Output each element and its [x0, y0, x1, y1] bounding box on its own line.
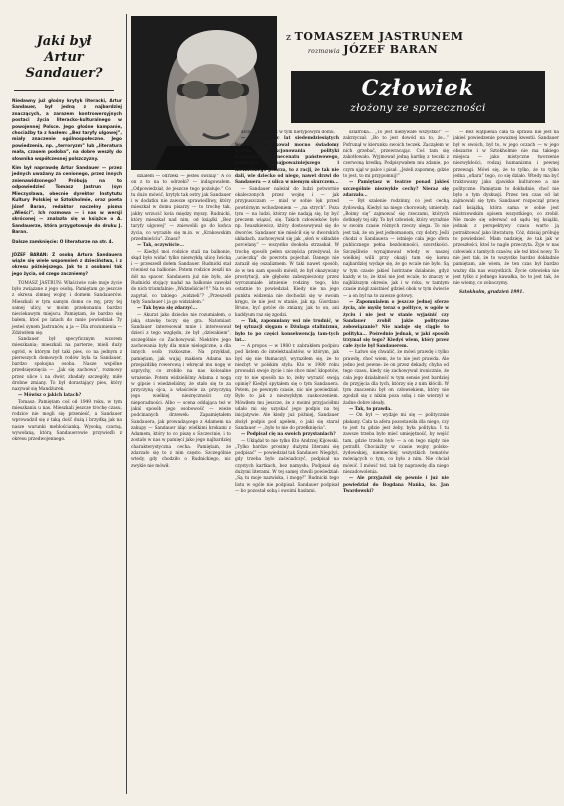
author-prefix: z	[286, 32, 292, 43]
headline-banner	[291, 71, 545, 123]
sidebar-title	[14, 34, 114, 91]
column-3	[343, 130, 449, 794]
column-4-p0: — Bez wątpienia cała ta sprawa nie jest na jakieś powiedzenie poważnej kwestii. Sandauer był w swoich, był to, w jego oczach — w jego obszarze i w Sztokholmie nie ma takiego miejsca — jako mistyczne tworzenie niezwykłości, rodzaj humanizmu i pewnej przewagi. Mówi się, że to tylko, że to tylko jedna „ofiara” tego, co się działo. Wtedy ma być traktowany jako zjawisko kulturowe a nie polityczne. Pamiętam to dokładnie, choć nie było o tym dyskusji. Przez ten czas od lat zajmowali się tym: Sandauer rozpoczął pracę nad książką, która sama w sobie jest mistrzowskim opisem wszystkiego, co zrobił. Nie może się oderwać od sądu tej książki, jednak z perspektywy czasu warto ją potraktować jako literaturę. Cóż, dzisiaj próbuję to powiedzieć. Mam nadzieję, że tak jak w przeszłości, ktoś to nagle przeczyta. Żyje w nas człowiek z tamtych czasów, ale też ktoś nowy. To nie jest tak, że to wszystko bardzo dokładnie pamiętam, ale wiem, że ten czas był bardzo ważny dla nas wszystkich. Życie człowieka nie jest tylko z jednego kawałka, bo to jest tak, że nie wiemy, co zobaczymy.	[453, 130, 559, 287]
column-2-question-3: — Podpisał cię na swoich przystaniach?	[241, 432, 336, 438]
sidebar-body	[12, 281, 122, 444]
column-3-question-4: — Ale przyjaźnił się pewnie i już nie powiedział do Bogdana Mańka, ks. Jan Twardowski?	[343, 476, 449, 494]
column-3-question-1: — Pamiętasz w teatrze ponad jakieś szczególnie niezwykłe cechy? Nieraz się zdarzało...	[343, 180, 449, 198]
column-2-question-2: — Tak, zapomniany wsi nie trudnić, w tej sytuacji sięgam o Dżulaga stalinizmu, było to po części konsekwencją tam-tych lat...	[235, 318, 339, 343]
column-3-p2: — Łatwo się chwalić, że mówi prawdę i tylko prawdę, choć wiem, że to nie jest prawda. Ale jedno jest pewne: że on przez dekady, chyba od tego czasu, kiedy się zachowywał ironicznie, że cała jego działalność w tym sensie jest bardziej do przyjęcia dla tych, którzy się z nim kłócili. W tym znaczeniu był on człowiekiem, który nie zgodził się z nikim poza sobą i nie wierzył w żadne dobre ideały.	[343, 350, 449, 406]
column-1-question-2: — Tak bywa się zdarzyć...	[137, 306, 198, 312]
sidebar-intro-p2: Kim był naprawdę Artur Sandauer — przez jednych uważany za cenionego, przez innych znienawidzonego? Próbują na to odpowiedzieć Tomasz Jastrun (syn Mieczysława, obecnie dyrektor Instytutu Kultury Polskiej w Sztokholmie, oraz poeta Józef Baran, redaktor naczelny pisma „Wieści”. Ich rozmowa — i nas w wersji skróconej — znalazła się w książce o A. Sandauerze, która przygotowuje do druku J. Baran.	[12, 166, 122, 236]
author1: TOMASZEM JASTRUNEM	[294, 30, 464, 43]
sidebar-title-line1: Jaki był	[36, 34, 92, 49]
sidebar-intro	[12, 99, 122, 246]
column-1-p2: — Kiedyś moi rodzice stali na balkonie, skąd było widać tylko niezwykłą ulicę Iwicką i — przeszedł dołem Sandauer. Rudnicki stał również na balkonie. Potem rodzice zeszli na dół na spacer. Sandauera już nie było, ale Rudnicki stojący nadal na balkonie zawołał do nich triumfalnie: „Widzieliście!!!” Na to on zapytał, co takiego „widzieli”? „Przeszedł tędy Sandauer i ja go widziałem.”	[131, 249, 231, 305]
column-2-p0: szczęśliwy żywot w tym nietypowym domu.	[241, 130, 336, 135]
sidebar-answer-rest: Sandauer był specyficznym wzorem mieszkania; mieszkali na parterze, mieli duży ogród, w którym był taki pies, co na jednym z pierwszych domowych rodów była ta Sandauer, bardzo spokojna osoba. Nasze wspólne przedsięwzięcia — „Jak się zachowa”, rozmowy przez ulice i na dwór, zbadały szczegóły, miłe drobne zmiany. To był dorastający pies, który nazywał się Mandżurek.	[12, 337, 122, 392]
sidebar-intro-p3: Dalsze zamknięcie: O literaturze na str. 4.	[12, 239, 114, 245]
author-credits	[286, 30, 556, 56]
sidebar-first-question: JÓZEF BARAN: Z osobą Artura Sandauera wiąże się wiele wspomnień z dzieciństwa, i z okresu późniejszego. Jak to z osobami tak jego życia, od czego zaczniemy?	[12, 251, 122, 276]
column-3-question-3: — Tak, to prawda.	[349, 407, 392, 413]
interviewer-label: rozmawia	[308, 48, 340, 55]
column-2	[235, 130, 339, 806]
subheadline: złożony ze sprzeczności	[350, 102, 486, 114]
sidebar-answer-when: Tomasz: Pamiętam coś od 1949 roku, w tym mieszkaniu u nas. Mieszkali jeszcze trochę czasu, rodzice nie mogli się przenieść, a Sandauer wprowadził się z taką dość dużą i brzydką jak na nasze warunki meblościanką. Wysoką, czarną, wywołaną, którą Sandauerowie przywieźli z okresu przedwojennego.	[12, 399, 122, 442]
sidebar	[6, 0, 124, 800]
column-1-question-1: — Tak, oczywiście...	[137, 243, 184, 249]
sidebar-intro-p1: Niedawny już głośny krytyk literacki, Artur Sandauer, był jedną z najbardziej znaczących, a zarazem kontrowersyjnych postaci życia literacko-kulturalnego w powojennej Polsce. Jego głośne kampanie, chociażby ta z hasłem: „Bez taryfy ulgowej”, miały znaczenie ogólnospołeczne. Jego powiedzenia, np. „terroryzm” lub „literatura mała, czasem podoba”, na dobre weszły do słownika współczesnej polszczyzny.	[12, 99, 122, 162]
column-2-p3: — Ukłądał to nie tylko Kto Andrzej Kijowski. „Tylko bardzo prosimy dużymi literami się podpisać” — powiedział tak Sandauer. Niegdyś, gdy trzeba było zaświadczyć, podpisał na czystych kartkach, bez namysłu. Podpisał się dużymi literami. W tej samej chwili powiedział: „Są tu moje nazwiska, i mogę?” Rudnicki tego listu w ogóle nie podpisał. Sandauer podpisał — bo pozostał sobą i swoimi hasłami.	[235, 438, 339, 494]
column-2-question-1: — Pod koniec lat siedemdziesiątych Sandauer krytykował mocno świadomy system funkcjonowania polityki kulturalnej i mecenatu państwowego, pomijając najpoważniejszego i niezależnego pisarza, to z racji, że tak nie dali, wie dziecko od niego, nawet drzwi do Sandauera — z ulica w niemym skurczem...	[235, 136, 339, 186]
sidebar-question-when: — Mówisz o jakich latach?	[18, 393, 82, 399]
place-date: Sztokholm, grudzień 1991.	[459, 290, 524, 296]
column-4	[453, 130, 559, 794]
sidebar-answer-intro: TOMASZ JASTRUN: Właściwie całe moje życie było związane z jego osobą. Pamiętam go jeszcze z okresu zimnej wojny i domem Sandauerów. Mieszkali w tym samym domu co my, przy tej samej ulicy, w moim przekonaniu bardzo nieciekawym miejscu. Pamiętam, że bardzo się bałem, ktoś po latach do mnie powiedział: Ty jesteś synem Jastrunów, a ja — Dla zrozumienia — Zdziwiłem się.	[12, 280, 122, 336]
column-3-p1: — Był szalenie rodzinny, co jest cechą żydowską. Kiedyś na niego chorowały, umierały. „Boimy się” zajmować się rzeczami, których dotknęły tej siły. To był człowiek, który wyraźnie w swoim czasie różnych rzeczy ulega. To nie jest tak, że on jest jednomanom, czy dobry. Jeśli chodzi o Sandauera — istnieje cała jego sfera publicznego pełna bezdomności, szorstkości. Szczęśliwie wynajmował wtedy w naszej wielkiej willi przy okazji tam się komu najbardziej wydaje się, że go wcale nie było. Są w tym czasie jakieś lustrzane działanie, gdyż każdy w to, że ktoś nie jest wcale, to znaczy w najbliższym okresie, jak i w roku, w tamtym czasie mógł zaistnieć gdzieś obok w tym świecie — a on był na to zawsze gotowy.	[343, 199, 449, 299]
author2: JÓZEF BARAN	[343, 43, 439, 56]
column-2-p1: — Sandauer należał do ludzi potwornie okaleczonych przez wojnę i — jak przypuszczam — miał w sobie lęk przed powtórnym wchodzeniem — „na strych”. Poza tym — na ludzi, którzy nie nadają się, by być preczem wiązać, się. Takich człowieków było np. Iwaszkiewicz, który dostosowywał się do dworów. Sandauer nie mieścił się w dworskich układach, zachowywał się jak „słoń w składzie porcelany” — wszystko dookoła strzaskał. W trochę sposób pełen szczęścia przeżywał, że „ucieczką” do powrotu pojechał. Danego nie zaraził się oszalizmem. W taki nawet sposób, że w ten sam sposób mówił, że był okazywany prostytucji, ale głęboko zabezpieczony przez wyrozumiałe istnienie rodziny tego, kto ostatnie to powiedział. Kiedy nie na jego punktu widzenia nie dochodzi się w swoim kręgu, że nie jest w stanie, jak np. Giordano Bruno, być gotów do zmiany, jak to on, ani kaddyum raz się zgodzi.	[235, 186, 339, 318]
sidebar-divider	[126, 14, 127, 794]
column-1	[131, 174, 231, 794]
column-1-p1: działem — odrzeki — jesteś świnią!” A co on z to na to odrzeki? — indagowałem. „Odpowiedział, że jeszcze tego pożałuje.” Co tu dużo mówić, krytyk tak ostry jak Sandauer i w dodatku nie zawsze sprawiedliwy, który mieszkał w domu pisarzy — to trochę tak, jakby wrzucić kota między myszy. Rudnicki, który mieszkał nad nim, od książki „Bez taryfy ulgowej” — zniewolili go do końca życia, co wyraziło się m.in. w „Krakowskim przedmieściu”. Znasz?	[131, 174, 231, 242]
column-2-p2: — A propos — w 1980 r. zabrakłem podpisu pod listem do intelektualistów, w którym, jak byś się nie tłumaczył, wyraziłem się, że to niezbyt w polskim stylu. Kto w 1980 roku prowadzi swoje życie i nie chce mieć kłopotów, czy to nie sposób na to, żeby wyrazić swoją opinię? Kiedyś spytałem się o tym Sandauera. Potem, po pewnym czasie, nic nie powiedział. Było to jak z niezwykłym zaskoczeniem. Mówiłem mu jeszcze, że z moimi przyjaciółmi udało mi się uzyskać jego podpis na tej inicjatywie. Ale kiedy już później, Sandauer złożył podpis pod apelem, o jaki się starał Sandauer — „było to nie do przełknięcia”.	[235, 344, 339, 431]
column-3-p3: — On był — wydaje mi się — politycznie płakany. Cała ta afera pozostawiła dla niego, czy to jest tu gdzie jest żeby, była polityka. I tu zawsze trzeba było mieć umiejętność, by wejść tam, gdzie trzeba było — a on tego nigdy nie potrafił. Chociażby w czasie wojny polsko-żydowskiej, niemieckiej wszystkich tematów mówiących o tym, co było z nim. Nie chciał mówić. I mówić też, tak by naprawdę dla niego niezadowolenia.	[343, 413, 449, 476]
column-1-p3: — Akurat jako dziecko nie rozumiałem, o jaką stawkę toczy się gra. Natomiast Sandauer interesował mnie i interesował dzieci z tego względu, że był „dziwakiem”, szczególnie co Zachowywał. Niektóre jego zachowania były dla mnie nielogiczne, a dla innych osób rozkoszne. Na przykład, pamiętam, jak wujaj makiem Adama na przejażdżkę rowerową i wkręcał mu nogę w szprychy, co zrobiło na nas kolosalne wrażenie. Potem widzieliśmy Adama z nogą w gipsie i wiedzieliśmy, że stało się to za przyczyną ojca, a właściwie za przyczyną jego wielkiej niezręczności czy nieporadności. Albo — scena oddająca też w jakiś sposób jego osobowość — wieże podcinanych drzewek: Zapamiętałem Sandauera, jak prowadzącego z Adamem na zakupy — Sandauer idąc wielkimi krokami z Adamem, który to co piszę o Szczecinie, i to zostało w nas w pamięci jako jego najbardziej charakterystyczna cecha. Pamiętam, że zdarzało się to z nim często. Szczególnie wtedy, gdy chodziło o Rudnickiego, nic zwykle nie mówił.	[131, 312, 231, 469]
headline: Człowiek	[361, 75, 475, 100]
sidebar-title-line2: Artur Sandauer?	[25, 50, 103, 81]
column-3-question-2: — Zapomniałem o jeszcze jednej sferze życia, ale myślę teraz o polityce, w ogóle w życiu i nie jest w stanie wyjaśnić czy Sandauer zrobił jakie polityczne zobowiązanie? Nie nadaje się ciągle to polityka... Pośrednio jednak, w jaki sposób trzymał się tego? Kiedyś wiem, który przez całe życie był Sandauerem.	[343, 300, 449, 350]
column-3-p0: szlafroka... „To jest niebywałe wszystko!” — zakrzyczał. „Bo to jest dowód na to, że...” Pofrunął w kierunku swoich teczek. Zacząłem w nich grzebać, przewracając. Coś tam się zakotłowało. Wyjmował jedną kartkę z teczki z czerwoną kredką. Podpisywałem mu zdanie, po czym ujął w palce i pisał. „Jeżeli zapomnę, gdzie to jest, to mi przypomnij!”	[343, 130, 449, 180]
